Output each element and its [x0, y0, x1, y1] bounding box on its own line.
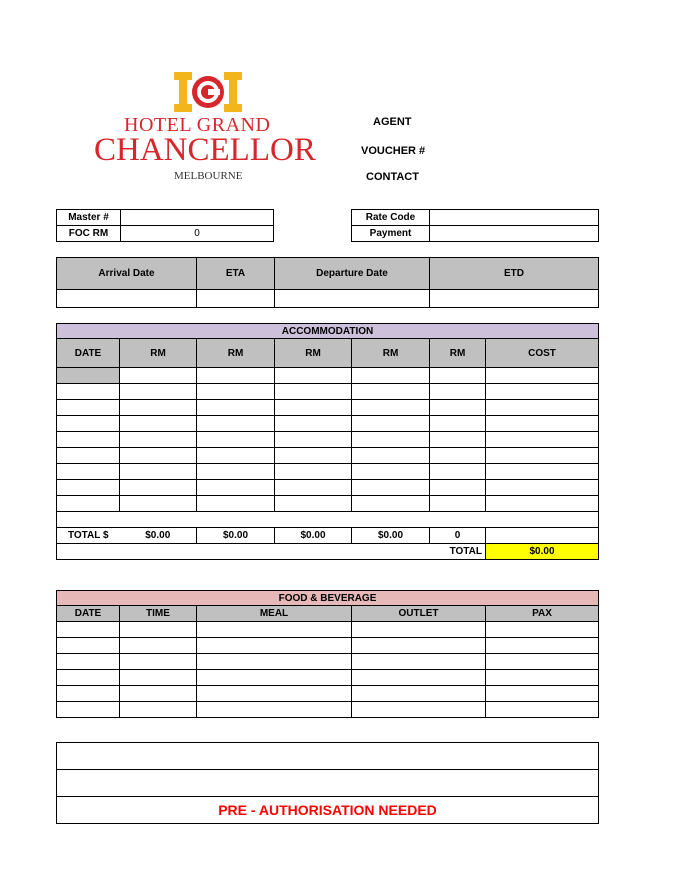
acc-grand-total-label: TOTAL: [57, 544, 486, 560]
acc-cell[interactable]: [486, 384, 599, 400]
acc-cell[interactable]: [57, 496, 120, 512]
hotel-logo: [90, 72, 325, 187]
accommodation-title: ACCOMMODATION: [57, 324, 599, 339]
notes-line-2[interactable]: [57, 770, 599, 797]
acc-cell[interactable]: [486, 448, 599, 464]
table-row: [57, 702, 599, 718]
fb-cell[interactable]: [486, 686, 599, 702]
acc-cell[interactable]: [120, 448, 197, 464]
acc-header-rm-4: RM: [352, 339, 430, 368]
etd-cell[interactable]: [430, 290, 599, 308]
acc-grand-total-value: $0.00: [486, 544, 599, 560]
agent-label: AGENT: [373, 116, 412, 128]
acc-total-rm-2: $0.00: [197, 528, 275, 544]
eta-header: ETA: [197, 258, 275, 290]
acc-cell[interactable]: [275, 464, 352, 480]
acc-totals-row: [57, 528, 599, 544]
acc-cell[interactable]: [120, 384, 197, 400]
fb-cell[interactable]: [197, 622, 352, 638]
acc-cell[interactable]: [120, 432, 197, 448]
acc-cell[interactable]: [486, 432, 599, 448]
acc-cell[interactable]: [275, 400, 352, 416]
rate-code-label: Rate Code: [352, 210, 430, 226]
fb-cell[interactable]: [486, 622, 599, 638]
table-row: [57, 654, 599, 670]
acc-cell[interactable]: [197, 416, 275, 432]
acc-cell[interactable]: [120, 400, 197, 416]
fb-cell[interactable]: [197, 702, 352, 718]
acc-cell[interactable]: [197, 368, 275, 384]
arrival-date-cell[interactable]: [57, 290, 197, 308]
acc-cell[interactable]: [352, 448, 430, 464]
fb-cell[interactable]: [57, 622, 120, 638]
acc-cell[interactable]: [430, 416, 486, 432]
acc-cell[interactable]: [57, 384, 120, 400]
acc-cell[interactable]: [430, 368, 486, 384]
acc-cell[interactable]: [430, 480, 486, 496]
master-value[interactable]: [121, 210, 274, 226]
table-row: [57, 496, 599, 512]
foc-value[interactable]: 0: [121, 226, 274, 242]
fb-header-meal: MEAL: [197, 606, 352, 622]
acc-cell[interactable]: [352, 384, 430, 400]
fb-cell[interactable]: [352, 670, 486, 686]
fb-cell[interactable]: [352, 638, 486, 654]
table-row: [57, 670, 599, 686]
acc-cell[interactable]: [430, 464, 486, 480]
fb-cell[interactable]: [120, 622, 197, 638]
notes-table: [56, 742, 599, 824]
payment-value[interactable]: [430, 226, 599, 242]
arrival-date-header: Arrival Date: [57, 258, 197, 290]
acc-header-rm-1: RM: [120, 339, 197, 368]
table-row: [57, 384, 599, 400]
table-row: [57, 480, 599, 496]
acc-cell[interactable]: [275, 448, 352, 464]
logo-line-1: HOTEL GRAND: [124, 114, 271, 136]
fb-header-outlet: OUTLET: [352, 606, 486, 622]
acc-cell[interactable]: [275, 384, 352, 400]
fb-cell[interactable]: [352, 622, 486, 638]
accommodation-table: [56, 323, 599, 560]
fb-cell[interactable]: [120, 638, 197, 654]
table-row: [57, 448, 599, 464]
preauth-notice: PRE - AUTHORISATION NEEDED: [57, 797, 599, 824]
stay-dates-table: [56, 257, 599, 308]
acc-cell[interactable]: [275, 480, 352, 496]
logo-line-3: MELBOURNE: [174, 170, 243, 182]
acc-cell[interactable]: [352, 464, 430, 480]
food-beverage-title: FOOD & BEVERAGE: [57, 591, 599, 606]
fb-cell[interactable]: [352, 654, 486, 670]
booking-info-right: [351, 209, 599, 242]
acc-cell[interactable]: [352, 368, 430, 384]
fb-cell[interactable]: [57, 686, 120, 702]
acc-cell[interactable]: [430, 400, 486, 416]
food-beverage-table: [56, 590, 599, 718]
fb-cell[interactable]: [57, 654, 120, 670]
acc-cell[interactable]: [430, 432, 486, 448]
fb-cell[interactable]: [352, 702, 486, 718]
acc-total-rm-4: $0.00: [352, 528, 430, 544]
acc-header-rm-2: RM: [197, 339, 275, 368]
fb-cell[interactable]: [120, 670, 197, 686]
acc-cell[interactable]: [197, 400, 275, 416]
payment-label: Payment: [352, 226, 430, 242]
acc-cell[interactable]: [486, 400, 599, 416]
fb-cell[interactable]: [197, 654, 352, 670]
fb-cell[interactable]: [57, 702, 120, 718]
acc-header-cost: COST: [486, 339, 599, 368]
acc-cell[interactable]: [120, 416, 197, 432]
acc-total-rm-5: 0: [430, 528, 486, 544]
hotel-emblem-icon: [174, 72, 242, 112]
etd-header: ETD: [430, 258, 599, 290]
acc-spacer-row: [57, 512, 599, 528]
fb-cell[interactable]: [486, 638, 599, 654]
acc-cell[interactable]: [197, 496, 275, 512]
table-row: [57, 622, 599, 638]
acc-cell[interactable]: [352, 416, 430, 432]
acc-cell[interactable]: [197, 464, 275, 480]
fb-cell[interactable]: [352, 686, 486, 702]
fb-cell[interactable]: [120, 702, 197, 718]
acc-cell[interactable]: [120, 496, 197, 512]
fb-header-pax: PAX: [486, 606, 599, 622]
acc-cell[interactable]: [275, 416, 352, 432]
acc-cell[interactable]: [197, 480, 275, 496]
table-row: [57, 638, 599, 654]
acc-cell[interactable]: [352, 496, 430, 512]
acc-cell[interactable]: [120, 480, 197, 496]
acc-cell[interactable]: [486, 496, 599, 512]
contact-label: CONTACT: [366, 171, 419, 183]
acc-header-rm-3: RM: [275, 339, 352, 368]
acc-cell[interactable]: [430, 496, 486, 512]
eta-cell[interactable]: [197, 290, 275, 308]
acc-cell[interactable]: [57, 432, 120, 448]
logo-line-2: CHANCELLOR: [94, 132, 316, 168]
acc-cell[interactable]: [57, 464, 120, 480]
acc-cell[interactable]: [57, 448, 120, 464]
acc-total-rm-1: $0.00: [120, 528, 197, 544]
fb-cell[interactable]: [197, 686, 352, 702]
acc-total-label: TOTAL $: [57, 528, 120, 544]
departure-date-cell[interactable]: [275, 290, 430, 308]
acc-cell[interactable]: [57, 400, 120, 416]
acc-total-rm-3: $0.00: [275, 528, 352, 544]
acc-cell[interactable]: [352, 400, 430, 416]
table-row: [57, 400, 599, 416]
fb-cell[interactable]: [486, 654, 599, 670]
fb-cell[interactable]: [57, 670, 120, 686]
table-row: [57, 686, 599, 702]
acc-cell[interactable]: [352, 480, 430, 496]
master-label: Master #: [57, 210, 121, 226]
table-row: [57, 432, 599, 448]
fb-cell[interactable]: [486, 702, 599, 718]
fb-header-time: TIME: [120, 606, 197, 622]
fb-header-date: DATE: [57, 606, 120, 622]
table-row: [57, 464, 599, 480]
acc-cell[interactable]: [197, 384, 275, 400]
acc-cell[interactable]: [486, 480, 599, 496]
rate-code-value[interactable]: [430, 210, 599, 226]
acc-cell[interactable]: [57, 368, 120, 384]
acc-cell[interactable]: [486, 416, 599, 432]
table-row: [57, 368, 599, 384]
fb-cell[interactable]: [120, 686, 197, 702]
acc-cell[interactable]: [430, 384, 486, 400]
acc-cell[interactable]: [486, 368, 599, 384]
acc-cell[interactable]: [197, 432, 275, 448]
fb-cell[interactable]: [57, 638, 120, 654]
acc-cell[interactable]: [57, 416, 120, 432]
acc-cell[interactable]: [57, 480, 120, 496]
fb-cell[interactable]: [486, 670, 599, 686]
notes-line-1[interactable]: [57, 743, 599, 770]
acc-total-cost: [486, 528, 599, 544]
acc-header-date: DATE: [57, 339, 120, 368]
foc-label: FOC RM: [57, 226, 121, 242]
acc-header-rm-5: RM: [430, 339, 486, 368]
voucher-label: VOUCHER #: [361, 145, 426, 157]
acc-cell[interactable]: [275, 432, 352, 448]
acc-cell[interactable]: [120, 464, 197, 480]
fb-cell[interactable]: [197, 670, 352, 686]
acc-cell[interactable]: [352, 432, 430, 448]
acc-cell[interactable]: [275, 496, 352, 512]
booking-info-left: [56, 209, 274, 242]
departure-date-header: Departure Date: [275, 258, 430, 290]
acc-cell[interactable]: [197, 448, 275, 464]
fb-cell[interactable]: [120, 654, 197, 670]
acc-cell[interactable]: [486, 464, 599, 480]
fb-cell[interactable]: [197, 638, 352, 654]
acc-cell[interactable]: [275, 368, 352, 384]
table-row: [57, 416, 599, 432]
acc-cell[interactable]: [120, 368, 197, 384]
acc-cell[interactable]: [430, 448, 486, 464]
